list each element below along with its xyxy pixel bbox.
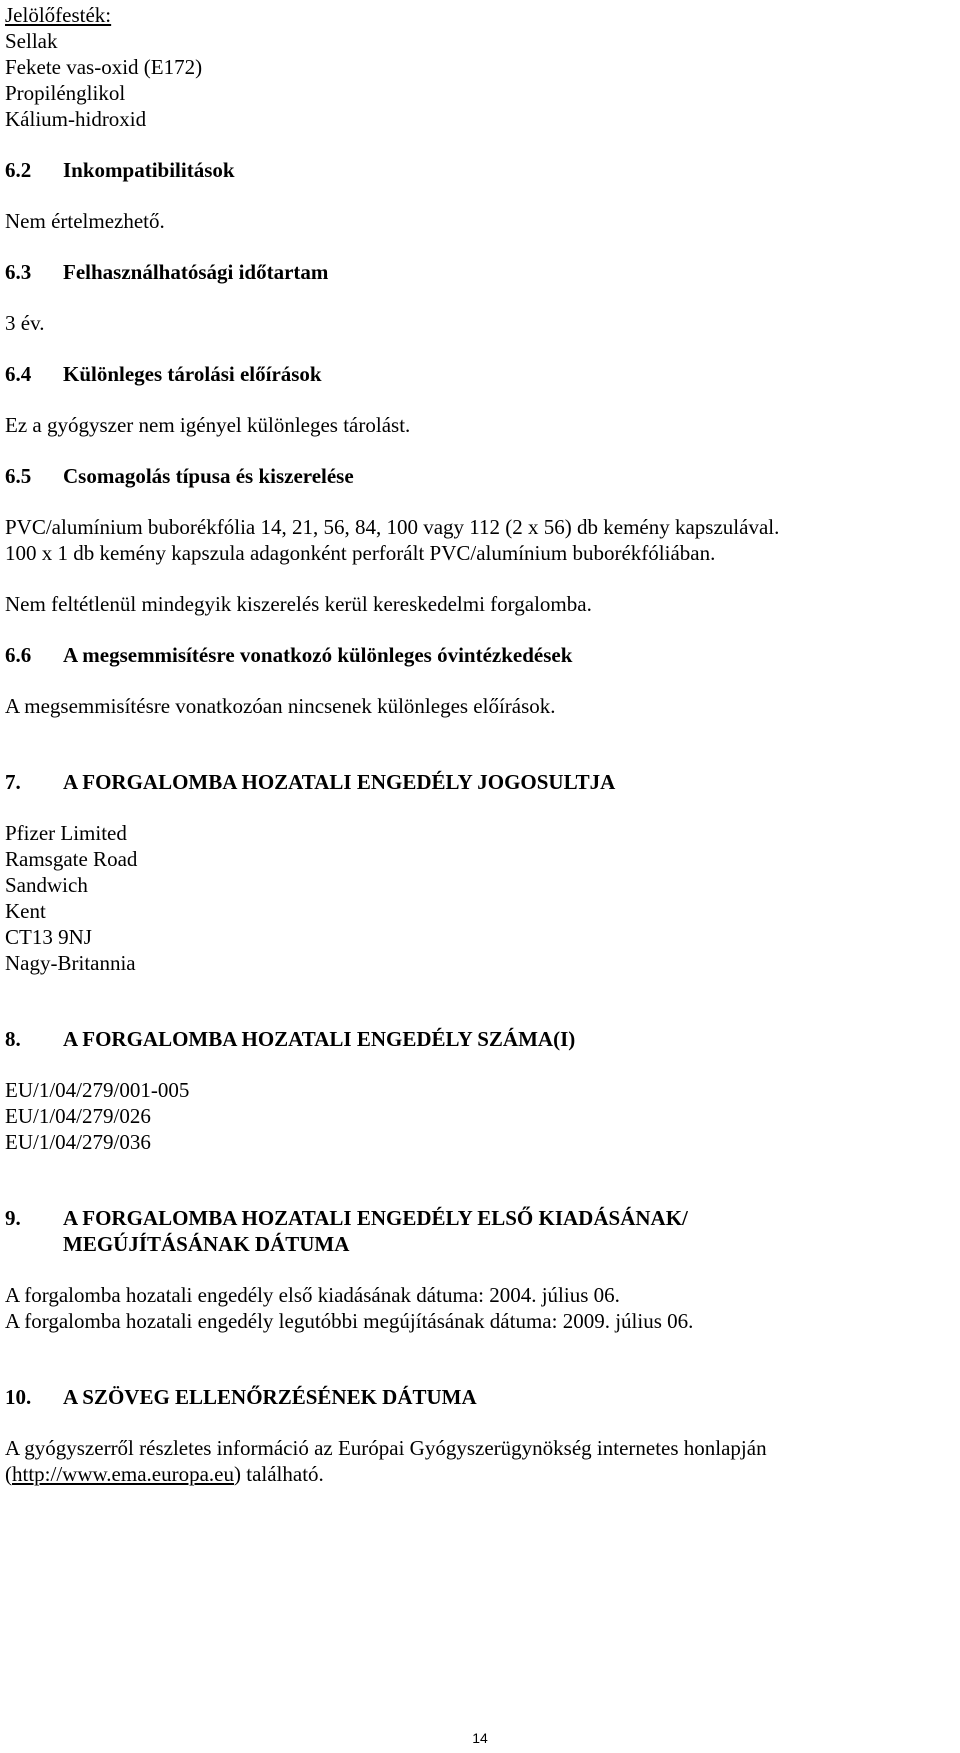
- section-10-text: [5, 1464, 324, 1485]
- ema-website-link[interactable]: http://www.ema.europa.eu: [12, 1462, 234, 1486]
- excipient-item: Fekete vas-oxid (E172): [5, 55, 203, 79]
- section-9-text: A forgalomba hozatali engedély első kiadásának dátuma: 2004. július 06.: [5, 1283, 620, 1307]
- excipient-item: Kálium-hidroxid: [5, 107, 147, 131]
- section-number: 9.: [5, 1206, 21, 1230]
- section-number: 6.3: [5, 260, 32, 284]
- excipient-item: Propilénglikol: [5, 81, 126, 105]
- section-10-text: A gyógyszerről részletes információ az Európai Gyógyszerügynökség internetes honlapján: [5, 1436, 767, 1460]
- section-6-3-heading: [5, 262, 328, 283]
- section-10-text-rest: ) található.: [234, 1462, 324, 1486]
- authorisation-number: EU/1/04/279/036: [5, 1130, 151, 1154]
- address-line: CT13 9NJ: [5, 925, 92, 949]
- authorisation-number: EU/1/04/279/026: [5, 1104, 151, 1128]
- section-6-2-text: Nem értelmezhető.: [5, 209, 165, 233]
- section-title: A FORGALOMBA HOZATALI ENGEDÉLY JOGOSULTJA: [63, 770, 616, 794]
- section-6-5-text: Nem feltétlenül mindegyik kiszerelés kerül kereskedelmi forgalomba.: [5, 592, 592, 616]
- section-6-5-text: 100 x 1 db kemény kapszula adagonként perforált PVC/alumínium buborékfóliában.: [5, 541, 716, 565]
- section-10-heading: [5, 1387, 477, 1408]
- authorisation-number: EU/1/04/279/001-005: [5, 1078, 190, 1102]
- section-number: 6.4: [5, 362, 32, 386]
- section-6-6-text: A megsemmisítésre vonatkozóan nincsenek különleges előírások.: [5, 694, 556, 718]
- address-line: Ramsgate Road: [5, 847, 138, 871]
- section-6-2-heading: [5, 160, 235, 181]
- page-number: 14: [472, 1730, 488, 1746]
- section-title: A FORGALOMBA HOZATALI ENGEDÉLY ELSŐ KIADÁSÁNAK/: [63, 1206, 688, 1230]
- paren-open: (: [5, 1462, 12, 1486]
- section-title: A megsemmisítésre vonatkozó különleges óvintézkedések: [63, 643, 573, 667]
- section-title: Felhasználhatósági időtartam: [63, 260, 329, 284]
- section-9-heading: [5, 1208, 688, 1229]
- section-number: 6.6: [5, 643, 32, 667]
- section-number: 6.5: [5, 464, 32, 488]
- section-6-4-heading: [5, 364, 322, 385]
- section-number: 6.2: [5, 158, 32, 182]
- section-number: 10.: [5, 1385, 32, 1409]
- section-9-heading-continued: MEGÚJÍTÁSÁNAK DÁTUMA: [63, 1232, 350, 1256]
- section-6-5-text: PVC/alumínium buborékfólia 14, 21, 56, 84, 100 vagy 112 (2 x 56) db kemény kapszulával.: [5, 515, 780, 539]
- section-title: Különleges tárolási előírások: [63, 362, 322, 386]
- excipient-heading: Jelölőfesték:: [5, 3, 112, 27]
- address-line: Nagy-Britannia: [5, 951, 136, 975]
- section-title: Inkompatibilitások: [63, 158, 235, 182]
- section-7-heading: [5, 772, 615, 793]
- section-title: A FORGALOMBA HOZATALI ENGEDÉLY SZÁMA(I): [63, 1027, 576, 1051]
- address-line: Sandwich: [5, 873, 88, 897]
- section-title: Csomagolás típusa és kiszerelése: [63, 464, 354, 488]
- section-6-6-heading: [5, 645, 572, 666]
- section-9-text: A forgalomba hozatali engedély legutóbbi megújításának dátuma: 2009. július 06.: [5, 1309, 694, 1333]
- address-line: Pfizer Limited: [5, 821, 127, 845]
- section-6-3-text: 3 év.: [5, 311, 45, 335]
- section-title: A SZÖVEG ELLENŐRZÉSÉNEK DÁTUMA: [63, 1385, 477, 1409]
- section-6-4-text: Ez a gyógyszer nem igényel különleges tárolást.: [5, 413, 411, 437]
- section-number: 8.: [5, 1027, 21, 1051]
- address-line: Kent: [5, 899, 46, 923]
- section-number: 7.: [5, 770, 21, 794]
- section-8-heading: [5, 1029, 575, 1050]
- section-6-5-heading: [5, 466, 354, 487]
- excipient-item: Sellak: [5, 29, 58, 53]
